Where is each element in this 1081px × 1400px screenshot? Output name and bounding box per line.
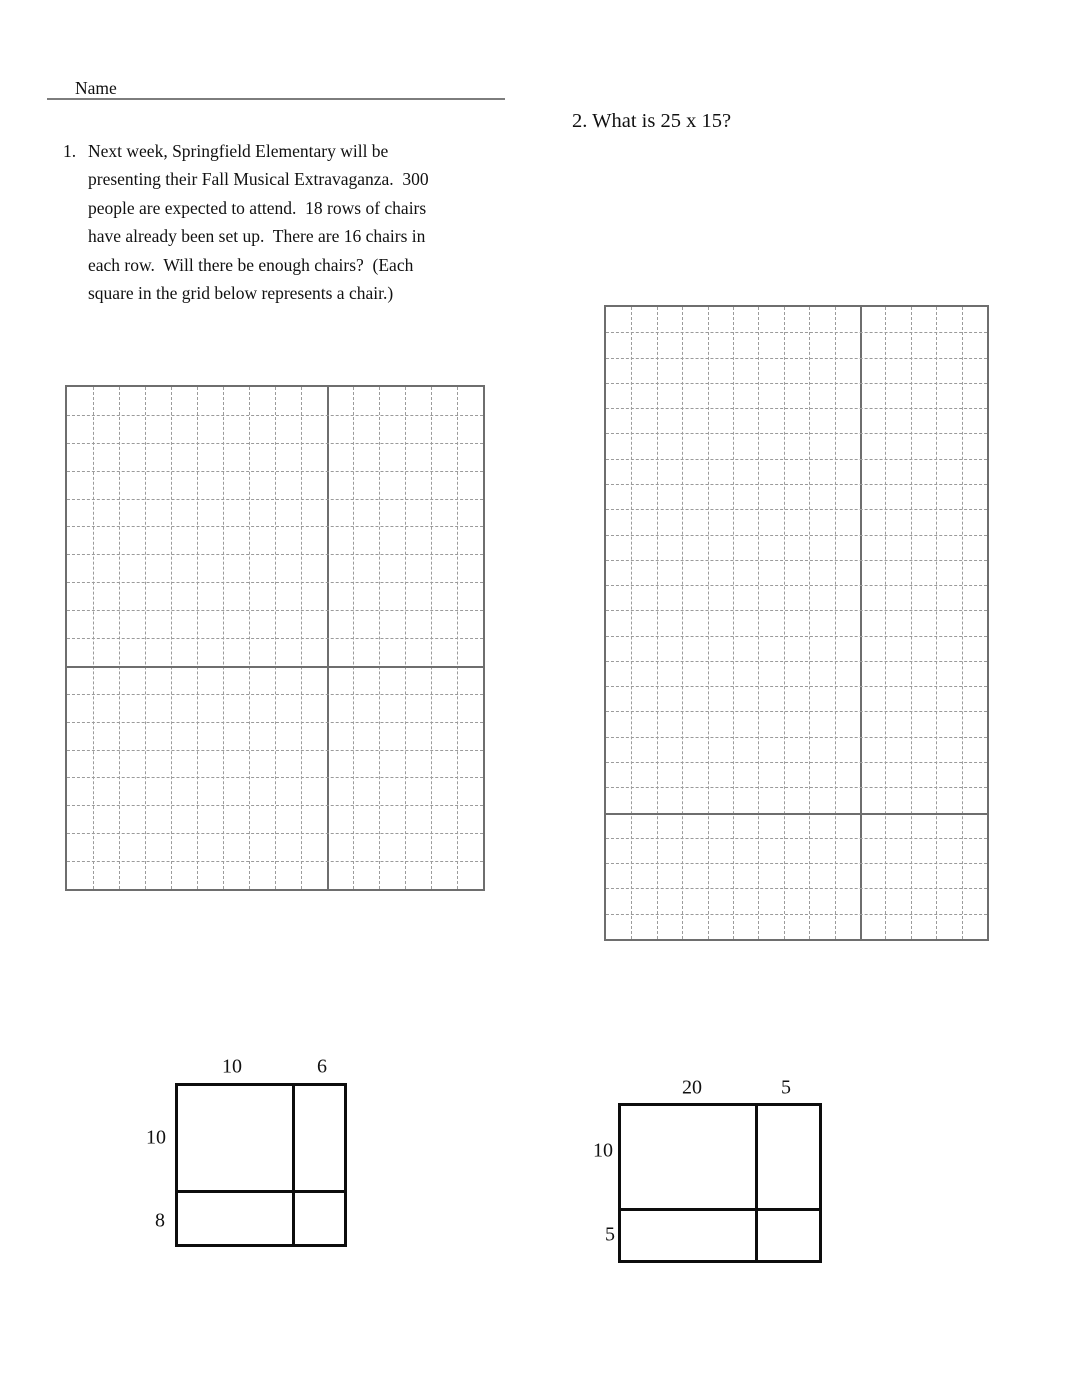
area-model-2-side-label-2: 5 [605,1223,615,1246]
area-model-1-box [175,1083,347,1247]
grid-line-horizontal [606,762,987,763]
grid-line-horizontal [67,582,483,583]
grid-line-horizontal [67,526,483,527]
grid-line-horizontal [606,332,987,333]
grid-line-vertical [885,307,886,939]
grid-line-vertical [733,307,734,939]
area-model-2-top-label-1: 20 [682,1076,702,1099]
grid-line-horizontal [606,888,987,889]
problem1-line: Next week, Springfield Elementary will be [88,141,389,161]
problem2-text: 2. What is 25 x 15? [572,110,732,132]
grid-line-horizontal [67,694,483,695]
grid-line-horizontal [606,358,987,359]
grid-line-horizontal [67,722,483,723]
multiplication-grid [604,305,989,941]
problem1-line: each row. Will there be enough chairs? (Each [88,254,414,275]
grid-line-vertical [657,307,658,939]
grid-line-vertical [809,307,810,939]
name-blank-line [47,98,505,100]
grid-line-horizontal [606,914,987,915]
grid-line-horizontal [606,383,987,384]
problem1-line: square in the grid below represents a chair.) [88,283,394,304]
grid-line-vertical [631,307,632,939]
grid-line-horizontal [606,711,987,712]
grid-split-line-horizontal [67,666,483,668]
area-model-1-horizontal-divider [178,1190,344,1193]
problem1-line: have already been set up. There are 16 chairs in [88,226,426,247]
grid-line-horizontal [606,661,987,662]
grid-line-horizontal [606,535,987,536]
area-model-2-vertical-divider [755,1106,758,1260]
grid-line-horizontal [67,638,483,639]
grid-line-horizontal [67,499,483,500]
problem1-line: people are expected to attend. 18 rows of chairs [88,197,427,218]
grid-line-vertical [936,307,937,939]
grid-line-horizontal [606,686,987,687]
grid-line-vertical [962,307,963,939]
grid-line-horizontal [67,415,483,416]
grid-line-vertical [682,307,683,939]
grid-split-line-horizontal [606,813,987,815]
grid-line-horizontal [67,861,483,862]
grid-line-horizontal [606,863,987,864]
grid-line-horizontal [67,750,483,751]
area-model-2-side-label-1: 10 [593,1139,613,1162]
grid-line-horizontal [606,459,987,460]
chair-grid [65,385,485,891]
grid-line-vertical [784,307,785,939]
area-model-1-side-label-1: 10 [146,1126,166,1149]
problem1-number: 1. [63,141,77,161]
area-model-2-top-label-2: 5 [781,1076,791,1099]
grid-line-horizontal [67,777,483,778]
grid-line-horizontal [606,585,987,586]
grid-line-horizontal [67,471,483,472]
area-model-2-horizontal-divider [621,1208,819,1211]
grid-line-horizontal [606,838,987,839]
grid-line-horizontal [606,737,987,738]
grid-line-horizontal [606,408,987,409]
problem1-text [88,137,548,307]
grid-line-horizontal [606,509,987,510]
grid-line-horizontal [606,433,987,434]
area-model-1-top-label-2: 6 [317,1055,327,1078]
name-label: Name [75,78,117,98]
grid-line-horizontal [606,560,987,561]
grid-line-horizontal [67,554,483,555]
grid-line-horizontal [67,443,483,444]
problem1-line: presenting their Fall Musical Extravaganza. 300 [88,169,429,190]
grid-line-horizontal [606,787,987,788]
grid-line-horizontal [67,610,483,611]
area-model-1-side-label-2: 8 [155,1209,165,1232]
grid-line-vertical [708,307,709,939]
grid-line-horizontal [606,636,987,637]
grid-split-line-vertical [860,307,862,939]
grid-line-vertical [758,307,759,939]
grid-line-horizontal [606,610,987,611]
area-model-1-vertical-divider [292,1086,295,1244]
grid-line-horizontal [606,484,987,485]
grid-line-vertical [835,307,836,939]
grid-line-horizontal [67,833,483,834]
grid-line-horizontal [67,805,483,806]
grid-line-vertical [911,307,912,939]
area-model-1-top-label-1: 10 [222,1055,242,1078]
area-model-2-box [618,1103,822,1263]
